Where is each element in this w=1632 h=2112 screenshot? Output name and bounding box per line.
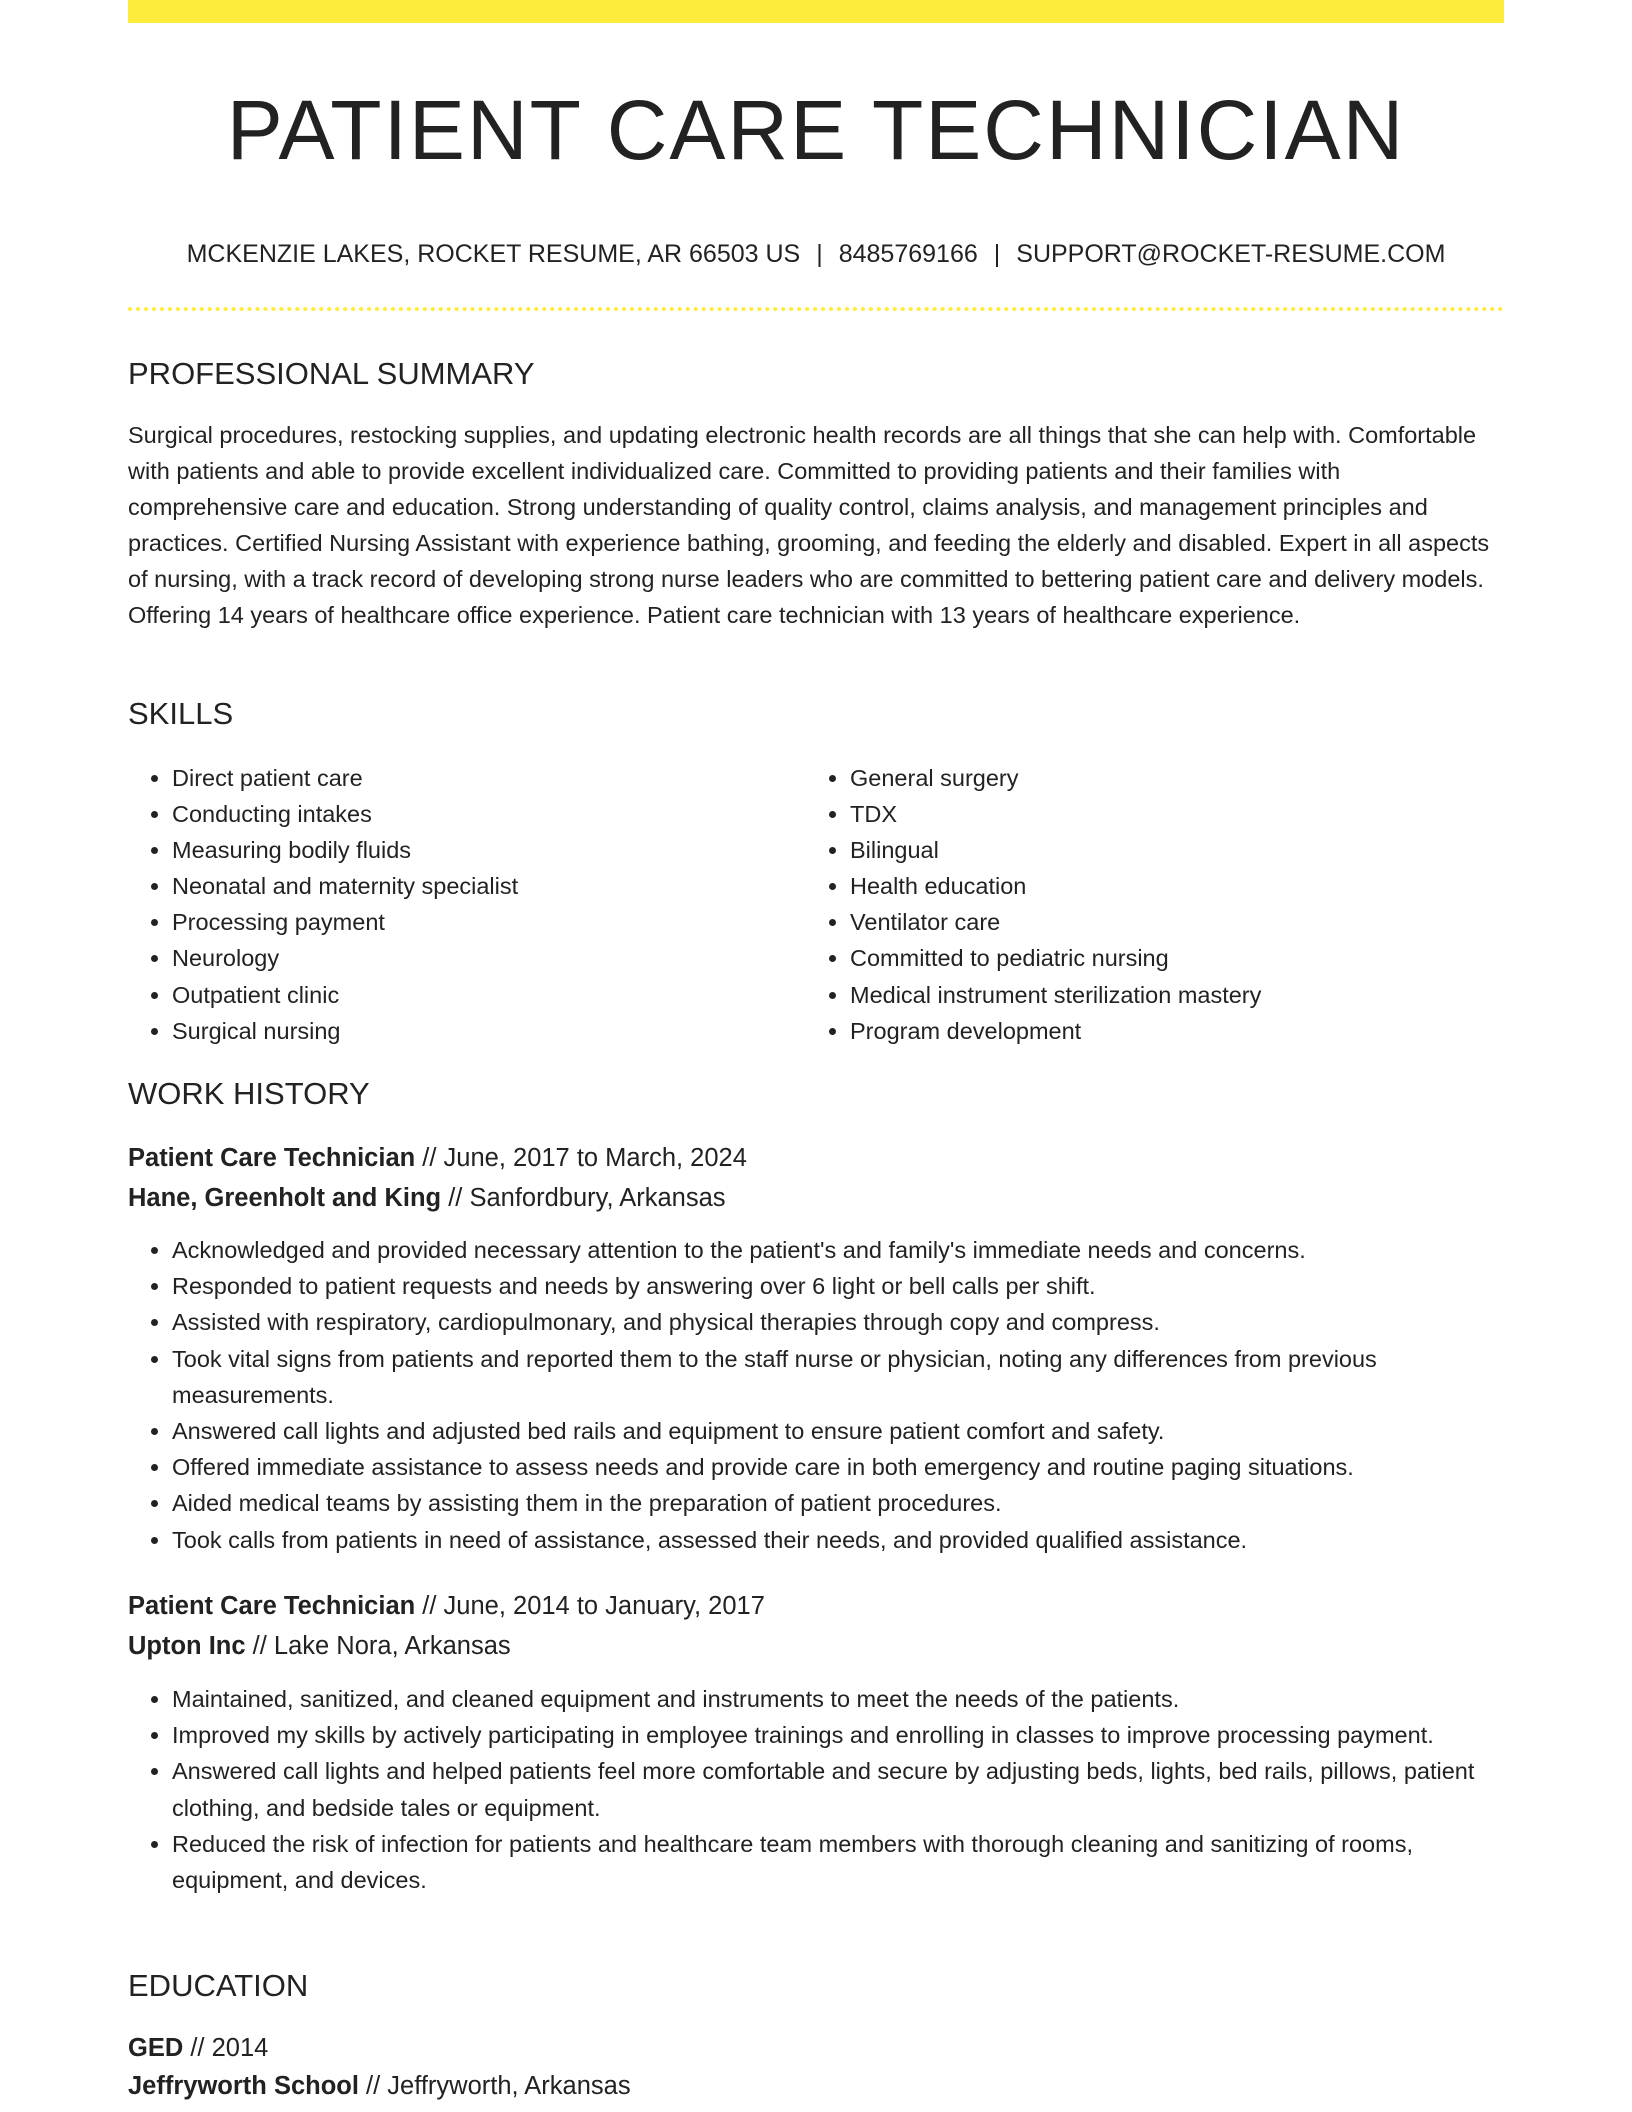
job-bullets (128, 1232, 1504, 1558)
skill-item: • General surgery (850, 760, 1261, 796)
contact-address: MCKENZIE LAKES, ROCKET RESUME, AR 66503 US (186, 240, 801, 268)
job-role: Patient Care Technician (128, 1144, 416, 1172)
education-heading: EDUCATION (128, 1968, 309, 2003)
education-degree-line (128, 2028, 268, 2068)
top-accent-bar (128, 0, 1504, 23)
skill-item: • Bilingual (850, 832, 1261, 868)
job-company-line (128, 1178, 726, 1218)
skill-item: • Direct patient care (172, 760, 518, 796)
skill-item: • Program development (850, 1013, 1261, 1049)
job-location: // Lake Nora, Arkansas (245, 1632, 511, 1660)
skills-list-right (806, 760, 1261, 1049)
skill-item: • Medical instrument sterilization mastery (850, 977, 1261, 1013)
job-bullet: • Took vital signs from patients and reported them to the staff nurse or physician, noting any differences from previous measurements. (172, 1341, 1504, 1413)
job-company-line (128, 1626, 511, 1666)
job-dates: // June, 2017 to March, 2024 (415, 1144, 747, 1172)
contact-separator: | (816, 240, 823, 268)
job-title-line (128, 1138, 747, 1178)
job-dates: // June, 2014 to January, 2017 (415, 1592, 765, 1620)
summary-text: Surgical procedures, restocking supplies, and updating electronic health records are all things that she can help with. Comfortable with patients and able to provide excellent individualized care. Committed to providing patients and their families with comprehensive care and education. Strong understanding of quality control, claims analysis, and management principles and practices. Certified Nursing Assistant with experience bathing, grooming, and feeding the elderly and disabled. Expert in all aspects of nursing, with a track record of developing strong nurse leaders who are committed to bettering patient care and delivery models. Offering 14 years of healthcare office experience. Patient care technician with 13 years of healthcare experience. (128, 422, 1490, 628)
job-bullet: • Answered call lights and helped patients feel more comfortable and secure by adjusting beds, lights, bed rails, pillows, patient clothing, and bedside tales or equipment. (172, 1753, 1504, 1825)
job-bullet: • Took calls from patients in need of assistance, assessed their needs, and provided qualified assistance. (172, 1522, 1504, 1558)
skill-item: • Processing payment (172, 904, 518, 940)
contact-phone: 8485769166 (838, 240, 978, 268)
skill-item: • Committed to pediatric nursing (850, 940, 1261, 976)
skill-item: • Neonatal and maternity specialist (172, 868, 518, 904)
header-divider (128, 307, 1504, 311)
job-bullet: • Aided medical teams by assisting them in the preparation of patient procedures. (172, 1485, 1504, 1521)
job-bullets (128, 1681, 1504, 1898)
education-school-line (128, 2066, 631, 2106)
job-bullet: • Reduced the risk of infection for patients and healthcare team members with thorough cleaning and sanitizing of rooms, equipment, and devices. (172, 1826, 1504, 1898)
education-school: Jeffryworth School (128, 2072, 359, 2100)
summary-heading: PROFESSIONAL SUMMARY (128, 356, 535, 391)
job-company: Hane, Greenholt and King (128, 1184, 442, 1212)
job-bullet: • Maintained, sanitized, and cleaned equipment and instruments to meet the needs of the patients. (172, 1681, 1504, 1717)
contact-email: SUPPORT@ROCKET-RESUME.COM (1016, 240, 1446, 268)
skill-item: • Measuring bodily fluids (172, 832, 518, 868)
education-degree: GED (128, 2034, 184, 2062)
skills-heading: SKILLS (128, 696, 234, 731)
job-bullet: • Offered immediate assistance to assess needs and provide care in both emergency and routine paging situations. (172, 1449, 1504, 1485)
skill-item: • Neurology (172, 940, 518, 976)
candidate-title: PATIENT CARE TECHNICIAN (226, 83, 1406, 177)
job-bullet: • Answered call lights and adjusted bed rails and equipment to ensure patient comfort and safety. (172, 1413, 1504, 1449)
work-history-heading: WORK HISTORY (128, 1076, 370, 1111)
skills-list-left (128, 760, 518, 1049)
job-title-line (128, 1586, 765, 1626)
skill-item: • TDX (850, 796, 1261, 832)
skill-item: • Outpatient clinic (172, 977, 518, 1013)
job-role: Patient Care Technician (128, 1592, 416, 1620)
job-company: Upton Inc (128, 1632, 246, 1660)
job-bullet: • Acknowledged and provided necessary attention to the patient's and family's immediate needs and concerns. (172, 1232, 1504, 1268)
skill-item: • Conducting intakes (172, 796, 518, 832)
skill-item: • Surgical nursing (172, 1013, 518, 1049)
contact-line (128, 236, 1504, 272)
skill-item: • Ventilator care (850, 904, 1261, 940)
contact-separator: | (993, 240, 1001, 268)
job-bullet: • Assisted with respiratory, cardiopulmonary, and physical therapies through copy and compress. (172, 1304, 1504, 1340)
job-bullet: • Improved my skills by actively participating in employee trainings and enrolling in classes to improve processing payment. (172, 1717, 1504, 1753)
skill-item: • Health education (850, 868, 1261, 904)
education-location: // Jeffryworth, Arkansas (358, 2072, 631, 2100)
job-bullet: • Responded to patient requests and needs by answering over 6 light or bell calls per shift. (172, 1268, 1504, 1304)
job-location: // Sanfordbury, Arkansas (441, 1184, 726, 1212)
education-year: // 2014 (183, 2034, 269, 2062)
